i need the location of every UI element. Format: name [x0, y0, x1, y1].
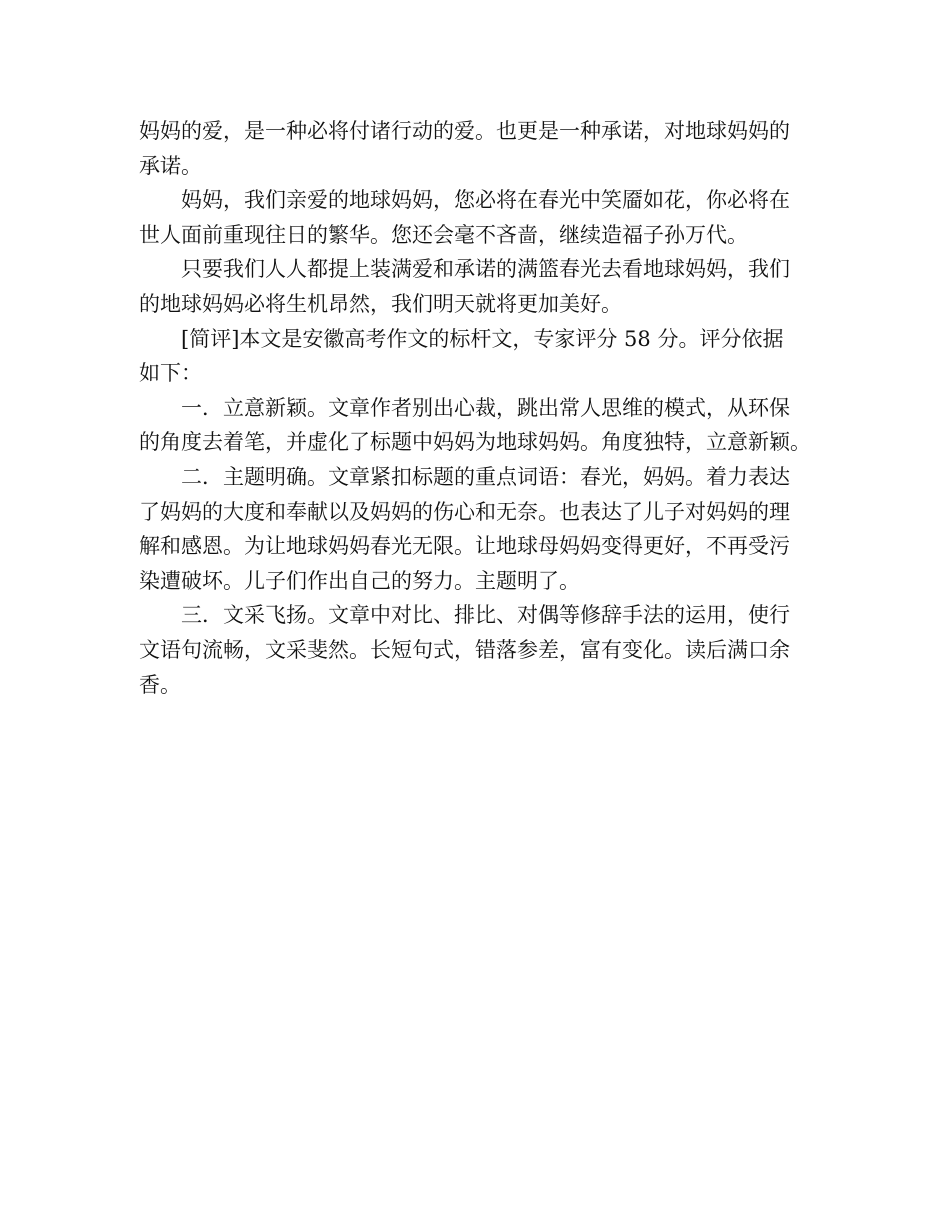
paragraph-line: 妈妈的爱，是一种必将付诸行动的爱。也更是一种承诺，对地球妈妈的: [139, 119, 790, 143]
paragraph-line: 的角度去着笔，并虚化了标题中妈妈为地球妈妈。角度独特，立意新颖。: [139, 430, 811, 455]
paragraph-line: 三．文采飞扬。文章中对比、排比、对偶等修辞手法的运用，使行: [181, 603, 790, 628]
paragraph-comment-intro: [139, 322, 821, 391]
paragraph-point-1: [139, 391, 821, 460]
paragraph-line: 只要我们人人都提上装满爱和承诺的满篮春光去看地球妈妈，我们: [181, 257, 790, 282]
paragraph-line: 二．主题明确。文章紧扣标题的重点词语：春光，妈妈。着力表达: [181, 464, 790, 489]
paragraph-line: 承诺。: [139, 153, 202, 178]
paragraph-line: 的地球妈妈必将生机昂然，我们明天就将更加美好。: [139, 291, 622, 316]
paragraph-line: 世人面前重现往日的繁华。您还会毫不吝啬，继续造福子孙万代。: [139, 222, 748, 247]
paragraph-line: 解和感恩。为让地球妈妈春光无限。让地球母妈妈变得更好，不再受污: [139, 534, 790, 559]
paragraph-1: [139, 114, 821, 183]
paragraph-point-3: [139, 598, 821, 702]
paragraph-2: [139, 183, 821, 252]
paragraph-3: [139, 252, 821, 321]
paragraph-line: 了妈妈的大度和奉献以及妈妈的伤心和无奈。也表达了儿子对妈妈的理: [139, 499, 790, 524]
paragraph-line: 香。: [139, 672, 181, 697]
paragraph-point-2: [139, 460, 821, 598]
paragraph-line: 一．立意新颖。文章作者别出心裁，跳出常人思维的模式，从环保: [181, 395, 790, 420]
paragraph-line: 妈妈，我们亲爱的地球妈妈，您必将在春光中笑靥如花，你必将在: [181, 188, 790, 213]
paragraph-line: 染遭破坏。儿子们作出自己的努力。主题明了。: [139, 568, 580, 593]
document-body: [139, 114, 821, 702]
paragraph-line: 如下：: [139, 361, 202, 386]
paragraph-line: 文语句流畅，文采斐然。长短句式，错落参差，富有变化。读后满口余: [139, 637, 790, 662]
paragraph-line: [简评]本文是安徽高考作文的标杆文，专家评分 58 分。评分依据: [181, 326, 784, 351]
